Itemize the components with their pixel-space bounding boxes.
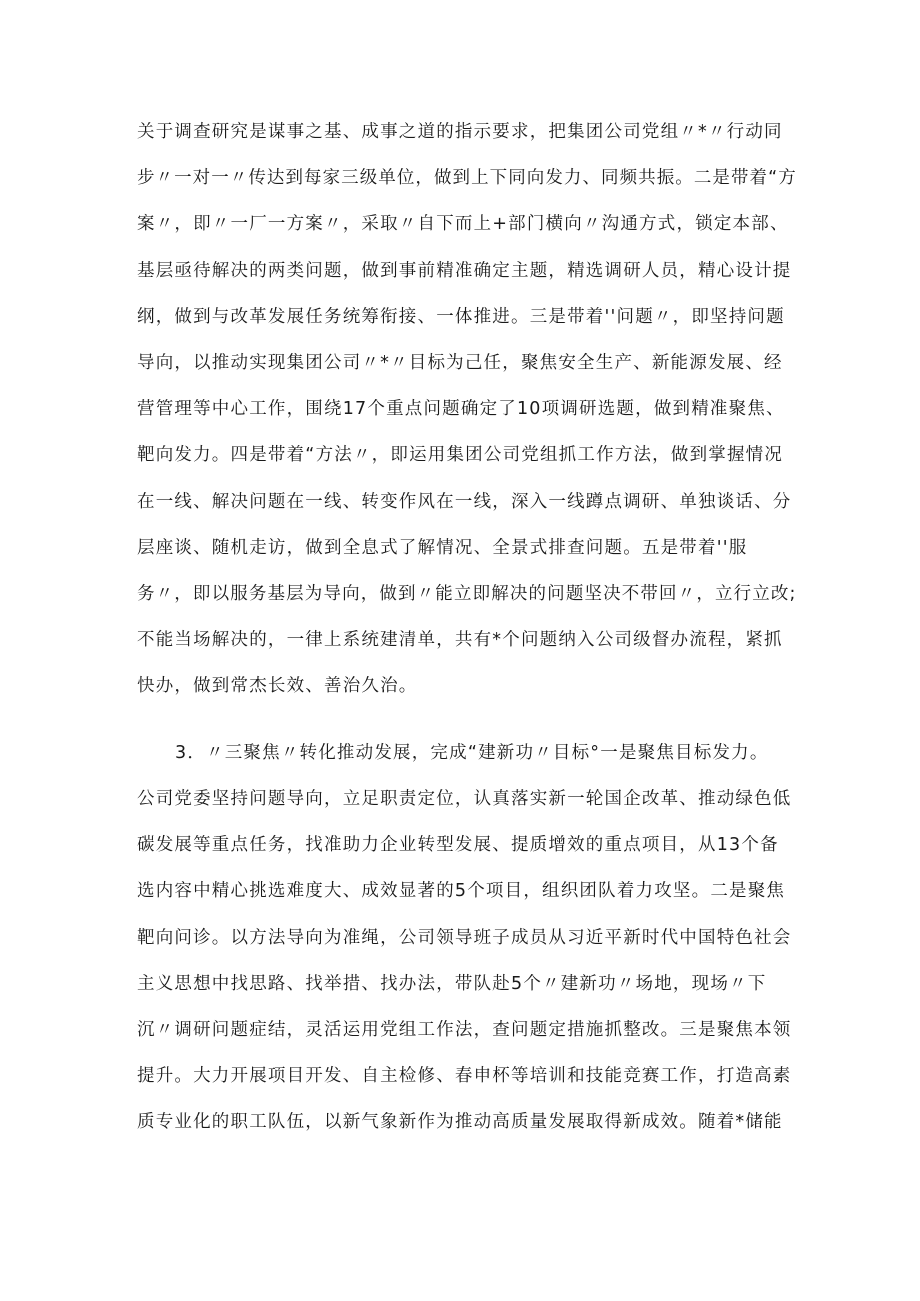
- paragraph-2-line: 选内容中精心挑选难度大、成效显著的5个项目，组织团队着力攻坚。二是聚焦: [137, 881, 786, 901]
- paragraph-2-line: 碳发展等重点任务，找准助力企业转型发展、提质增效的重点项目，从13个备: [137, 835, 779, 855]
- paragraph-2-line: 公司党委坚持问题导向，立足职责定位，认真落实新一轮国企改革、推动绿色低: [137, 789, 792, 809]
- paragraph-1-line: 基层亟待解决的两类问题，做到事前精准确定主题，精选调研人员，精心设计提: [137, 261, 792, 281]
- paragraph-1-line: 不能当场解决的，一律上系统建清单，共有*个问题纳入公司级督办流程，紧抓: [137, 630, 783, 650]
- paragraph-1-line: 营管理等中心工作，围绕17个重点问题确定了10项调研选题，做到精准聚焦、: [137, 399, 785, 419]
- paragraph-1-line: 务〃，即以服务基层为导向，做到〃能立即解决的问题坚决不带回〃，立行立改;: [137, 584, 797, 604]
- paragraph-2-line: 质专业化的职工队伍，以新气象新作为推动高质量发展取得新成效。随着*储能: [137, 1112, 783, 1132]
- paragraph-2-line: 提升。大力开展项目开发、自主检修、春申杯等培训和技能竞赛工作，打造高素: [137, 1066, 792, 1086]
- paragraph-1-line: 纲，做到与改革发展任务统筹衔接、一体推进。三是带着''问题〃，即坚持问题: [137, 307, 785, 327]
- paragraph-1-line: 案〃，即〃一厂一方案〃，采取〃自下而上+部门横向〃沟通方式，锁定本部、: [137, 214, 789, 234]
- paragraph-2-line: 沉〃调研问题症结，灵活运用党组工作法，查问题定措施抓整改。三是聚焦本领: [137, 1020, 792, 1040]
- paragraph-1-line: 步〃一对一〃传达到每家三级单位，做到上下同向发力、同频共振。二是带着“方: [137, 168, 797, 188]
- paragraph-1-line: 靶向发力。四是带着“方法〃，即运用集团公司党组抓工作方法，做到掌握情况: [137, 445, 784, 465]
- paragraph-2-line: 主义思想中找思路、找举措、找办法，带队赴5个〃建新功〃场地，现场〃下: [137, 974, 767, 994]
- paragraph-2-line: 3．〃三聚焦〃转化推动发展，完成“建新功〃目标°一是聚焦目标发力。: [175, 743, 769, 763]
- paragraph-1-line: 快办，做到常杰长效、善治久治。: [137, 676, 418, 696]
- paragraph-1-line: 关于调查研究是谋事之基、成事之道的指示要求，把集团公司党组〃*〃行动同: [137, 122, 783, 142]
- paragraph-1-line: 在一线、解决问题在一线、转变作风在一线，深入一线蹲点调研、单独谈话、分: [137, 492, 792, 512]
- paragraph-1-line: 导向，以推动实现集团公司〃*〃目标为己任，聚焦安全生产、新能源发展、经: [137, 353, 783, 373]
- paragraph-1-line: 层座谈、随机走访，做到全息式了解情况、全景式排查问题。五是带着''服: [137, 538, 748, 558]
- paragraph-2-line: 靶向问诊。以方法导向为准绳，公司领导班子成员从习近平新时代中国特色社会: [137, 928, 792, 948]
